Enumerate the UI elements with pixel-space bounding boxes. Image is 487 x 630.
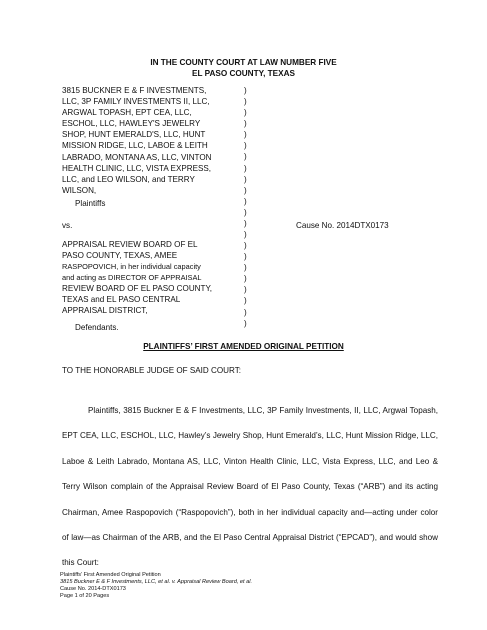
petition-title: PLAINTIFFS’ FIRST AMENDED ORIGINAL PETITION xyxy=(143,342,344,351)
defendants-label: Defendants. xyxy=(75,323,119,332)
defendants-line: PASO COUNTY, TEXAS, AMEE xyxy=(62,251,178,260)
defendants-line: APPRAISAL REVIEW BOARD OF EL xyxy=(62,240,198,249)
court-name: IN THE COUNTY COURT AT LAW NUMBER FIVE xyxy=(150,58,337,67)
footer-page-number: Page 1 of 20 Pages xyxy=(60,592,110,599)
footer-cause: Cause No. 2014-DTX0173 xyxy=(60,585,126,592)
defendants-line: and acting as DIRECTOR OF APPRAISAL xyxy=(62,273,202,282)
defendants-line: REVIEW BOARD OF EL PASO COUNTY, xyxy=(62,284,213,293)
plaintiffs-names: 3815 BUCKNER E & F INVESTMENTS, LLC, 3P FAMILY INVESTMENTS II, LLC, ARGWAL TOPASH, EPT CEA, LLC, ESCHOL, LLC, HAWLEY'S JEWELRY SHOP, HUNT EMERALD'S, LLC, HUNT MISSION RIDGE, LLC, LABOE & LEITH LABRADO, MONTANA AS, LLC, VINTON HEALTH CLINIC, LLC, VISTA EXPRESS, LLC, and LEO WILSON, and TERRY WILSON, xyxy=(62,86,212,195)
salutation: TO THE HONORABLE JUDGE OF SAID COURT: xyxy=(62,366,241,375)
caption-parentheses: ) ) ) ) ) ) ) ) ) ) ) ) ) ) ) ) ) ) ) ) ) ) xyxy=(244,86,247,328)
defendants-line: RASPOPOVICH, in her individual capacity xyxy=(62,262,201,271)
defendants-line: APPRAISAL DISTRICT, xyxy=(62,306,148,315)
defendants-line: TEXAS and EL PASO CENTRAL xyxy=(62,295,181,304)
footer-title: Plaintiffs’ First Amended Original Petition xyxy=(60,572,161,578)
court-county: EL PASO COUNTY, TEXAS xyxy=(192,69,295,78)
footer-case-style: 3815 Buckner E & F Investments, LLC, et al. v. Appraisal Review Board, et al. xyxy=(60,578,253,585)
page-footer xyxy=(60,572,252,600)
versus: vs. xyxy=(62,221,73,230)
plaintiffs-label: Plaintiffs xyxy=(75,199,106,208)
cause-number: Cause No. 2014DTX0173 xyxy=(296,221,389,230)
body-paragraph: Plaintiffs, 3815 Buckner E & F Investments, LLC, 3P Family Investments, II, LLC, Argwal Topash, EPT CEA, LLC, ESCHOL, LLC, Hawley’s Jewelry Shop, Hunt Emerald’s, LLC, Hunt Mission Ridge, LLC, Laboe & Leith Labrado, Montana AS, LLC, Vinton Health Clinic, LLC, Vista Express, LLC, and Leo & Terry Wilson complain of the Appraisal Review Board of El Paso County, Texas (“ARB”) and its acting Chairman, Amee Raspopovich (“Raspopovich”), both in her individual capacity and—acting under color of law—as Chairman of the ARB, and the El Paso Central Appraisal District (“EPCAD”), and would show this Court: xyxy=(62,406,438,568)
